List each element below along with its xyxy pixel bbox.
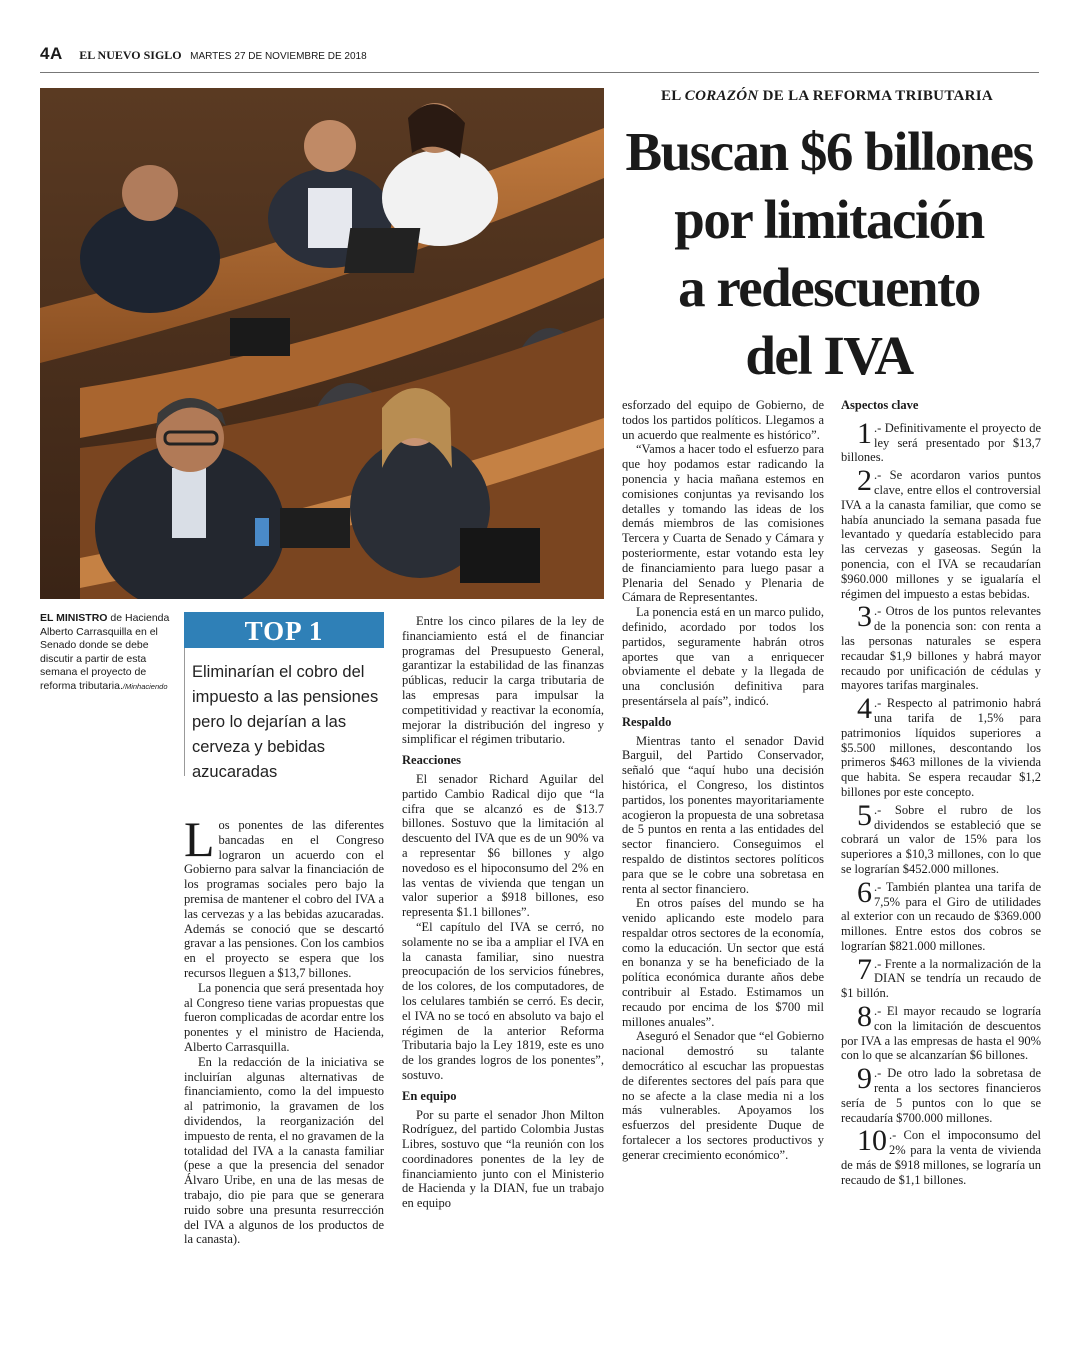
caption-text: de Hacienda Alberto Carrasquilla en el Senado donde se debe discutir a partir de esta semana el proyecto de reforma tributaria.	[40, 612, 170, 692]
item-number: 2	[857, 464, 872, 498]
top-badge	[184, 612, 384, 648]
key-aspect-item	[841, 1000, 1041, 1063]
item-text: .- Otros de los puntos relevantes de la ponencia son: con renta a las personas naturales se espera recaudar $1,9 billones y habrá mayor recaudo por unificación de cédulas y mayores tarifas marginales.	[841, 604, 1041, 693]
paragraph: En otros países del mundo se ha venido aplicando este modelo para respaldar otros sectores de la economía, como la educación. Un sector que está en bonanza y se ha beneficiado de la política económica durante años debe contribuir al Estado. Estimamos un recaudo por encima de los $700 mil millones anuales”.	[622, 896, 824, 1029]
senate-photo	[40, 88, 604, 599]
item-number: 5	[857, 798, 872, 832]
top-label: TOP 1	[244, 616, 324, 646]
paragraph: Entre los cinco pilares de la ley de financiamiento está el de financiar programas del Presupuesto General, garantizar la estabilidad de las finanzas públicas, reducir la carga tributaria de las empresas para impulsar la competitividad y reactivar la economía, mejorar la distribución del ingreso y simplificar el régimen tributario.	[402, 614, 604, 747]
key-aspect-item	[841, 464, 1041, 601]
item-text: .- También plantea una tarifa de 7,5% para el Giro de utilidades al exterior con un recaudo de $369.000 millones. Entre estos dos cobros se lograrían $821.000 millones.	[841, 879, 1041, 953]
item-text: .- Sobre el rubro de los dividendos se estableció que se cobrará un valor de 15% para los superiores a $10,3 millones, con lo que se lograrían $452.000 millones.	[841, 802, 1041, 876]
kicker	[612, 88, 1042, 105]
key-aspect-item	[841, 692, 1041, 800]
item-number: 6	[857, 875, 872, 909]
header-rule	[40, 72, 1039, 73]
key-aspect-item	[841, 1062, 1041, 1125]
caption-lead: EL MINISTRO	[40, 612, 108, 624]
paragraph: “El capítulo del IVA se cerró, no solamente no se iba a ampliar el IVA en la canasta familiar, sino nuestra preocupación de los servicios fúnebres, de los colores, de los computadores, de los celulares también se cerró. Es decir, el IVA no se tocó en absoluto va bajo el régimen de la anterior Reforma Tributaria bajo la Ley 1819, este es uno de los grandes logros de los ponentes”, sostuvo.	[402, 919, 604, 1082]
paragraph: Por su parte el senador Jhon Milton Rodríguez, del partido Colombia Justas Libres, sostuvo que “la reunión con los coordinadores ponentes de la ley de financiamiento junto con el Ministerio de Hacienda y la DIAN, fue un trabajo en equipo	[402, 1107, 604, 1211]
photo-caption	[40, 612, 180, 693]
paragraph: La ponencia que será presentada hoy al Congreso tiene varias propuestas que fueron complicadas de acordar entre los ponentes y el ministro de Hacienda, Alberto Carrasquilla.	[184, 980, 384, 1054]
key-aspect-item	[841, 1124, 1041, 1187]
newspaper-name: EL NUEVO SIGLO	[79, 48, 182, 62]
item-number: 3	[857, 600, 872, 634]
item-text: .- Definitivamente el proyecto de ley será presentado por $13,7 billones.	[841, 420, 1041, 465]
item-number: 7	[857, 952, 872, 986]
top-summary: Eliminarían el cobro del impuesto a las pensiones pero lo dejarían a las cerveza y bebidas azucaradas	[192, 663, 379, 781]
key-aspect-item	[841, 798, 1041, 877]
lead-paragraph	[184, 811, 384, 981]
kicker-emphasis: CORAZÓN	[684, 88, 759, 104]
top-divider	[184, 648, 185, 776]
headline-line: Buscan $6 billones	[625, 121, 1033, 182]
item-number: 8	[857, 1000, 872, 1034]
key-aspect-item	[841, 952, 1041, 1001]
headline-line: por limitación	[674, 189, 984, 250]
folio	[40, 44, 367, 64]
kicker-pre: EL	[660, 88, 685, 104]
key-aspects-column	[841, 398, 1041, 1191]
item-text: .- Con el impoconsumo del 2% para la venta de vivienda de más de $918 millones, se lograría un recaudo de $1,1 billones.	[841, 1128, 1041, 1187]
subheading-reacciones: Reacciones	[402, 753, 462, 768]
key-aspect-item	[841, 875, 1041, 954]
key-aspects-heading: Aspectos clave	[841, 398, 919, 412]
paragraph: “Vamos a hacer todo el esfuerzo para que hoy podamos estar radicando la ponencia y hacia mañana estemos en comisiones conjuntas ya revisando los detalles y tomando las ideas de los demás miembros de las comisiones Tercera y Cuarta de Senado y Cámara y posteriormente, estar votando esta ley de financiamiento para luego pasar a Plenaria del Senado y Plenaria de Cámara de Representantes.	[622, 442, 824, 605]
kicker-post: DE LA REFORMA TRIBUTARIA	[758, 88, 994, 104]
item-text: .- El mayor recaudo se lograría con la limitación de descuentos por IVA a las empresas de hasta el 90% con lo que se alcanzarían $6 billones.	[841, 1004, 1041, 1063]
drop-cap: L	[184, 811, 215, 867]
item-text: .- Respecto al patrimonio habrá una tarifa de 1,5% para patrimonios líquidos superiores a $5.500 millones, descontando los primeros $463 millones de la vivienda que habita. Se espera recaudar $1,2 billones por este concepto.	[841, 696, 1041, 799]
item-text: .- De otro lado la sobretasa de renta a los sectores financieros sería de 5 puntos con lo que se recaudaría $700.000 millones.	[841, 1066, 1041, 1125]
page-number: 4A	[40, 44, 63, 63]
paragraph: La ponencia está en un marco pulido, definido, acordado por todos los partidos, seguramente habrán otros aportes que van a enriquecer obviamente el debate y la llegada de una conclusión definitiva para presentársela al país”, indicó.	[622, 605, 824, 708]
paragraph: Mientras tanto el senador David Barguil, del Partido Conservador, señaló que “aquí hubo una decisión histórica, el Congreso, los distintos partidos, los ponentes mayoritariamente acogieron la propuesta de una sobretasa de 5 puntos en renta a las entidades del sector financiero. Conseguimos el respaldo de distintos sectores políticos para que se le cobre una sobretasa en renta al sector financiero.	[622, 733, 824, 896]
paragraph: Aseguró el Senador que “el Gobierno nacional demostró su talante democrático al escuchar las propuestas de diferentes sectores del país para que no se afecte a la clase media ni a los más vulnerables. Apoyamos los esfuerzos del presidente Duque de fortalecer a los sectores productivos y generar crecimiento económico”.	[622, 1029, 824, 1162]
key-aspect-item	[841, 600, 1041, 693]
photo-illustration	[40, 88, 604, 599]
item-number: 1	[857, 416, 872, 450]
article-column-1	[184, 811, 384, 1247]
subheading-respaldo: Respaldo	[622, 714, 672, 729]
item-number: 10	[857, 1124, 887, 1158]
paragraph: El senador Richard Aguilar del partido Cambio Radical dijo que “la cifra que se alcanzó es de $13.7 billones. Sostuvo que la limitación al descuento del IVA que es de un 90% va a representar $6 billones y algo novedoso es el hipoconsumo del 2% en las ventas de vivienda que tengan un valor superior a $918 billones, eso representa $1.1 billones”.	[402, 771, 604, 920]
key-aspect-item	[841, 416, 1041, 465]
item-text: .- Frente a la normalización de la DIAN se tendría un recaudo de $1 billón.	[841, 956, 1041, 1001]
item-text: .- Se acordaron varios puntos clave, entre ellos el controversial IVA a la canasta familiar, que como se había anunciado la semana pasada fue levantado y quedaría establecido para las cervezas y gaseosas. Según la ponencia, con el IVA se recaudarían $960.000 millones y se igualaría el régimen del impuesto a estas bebidas.	[841, 468, 1041, 601]
article-column-2	[402, 614, 604, 1211]
item-number: 9	[857, 1062, 872, 1096]
paragraph: En la redacción de la iniciativa se incluirían algunas alternativas de financiamiento, como la del impuesto al patrimonio, la gravamen de los dividendos, la reorganización del impuesto de renta, el no gravamen de la totalidad del IVA a la canasta familiar (pese a que la presencia del senador Álvaro Uribe, en una de las mesas de trabajo, dio pie para que se generara ruido sobre una presunta resurrección del IVA a algunos de los productos de la canasta).	[184, 1054, 384, 1247]
photo-credit: /Minhaciendo	[122, 681, 168, 691]
paragraph-text: os ponentes de las diferentes bancadas en el Congreso lograron un acuerdo con el Gobierno para salvar la financiación de los programas sociales pero bajo la premisa de mantener el cobro del IVA a las cervezas y a las bebidas azucaradas. Además se conoció que se descartó gravar a las pensiones. Con los cambios en el proyecto se espera que los recursos lleguen a $13,7 billones.	[184, 818, 384, 980]
headline	[606, 118, 1052, 390]
paragraph: esforzado del equipo de Gobierno, de todos los partidos políticos. Llegamos a un acuerdo que realmente es histórico”.	[622, 398, 824, 442]
headline-line: del IVA	[745, 325, 913, 386]
subheading-en-equipo: En equipo	[402, 1088, 457, 1103]
issue-date: MARTES 27 DE NOVIEMBRE DE 2018	[190, 51, 367, 62]
item-number: 4	[857, 692, 872, 726]
headline-line: a redescuento	[678, 257, 980, 318]
article-column-3	[622, 398, 824, 1163]
